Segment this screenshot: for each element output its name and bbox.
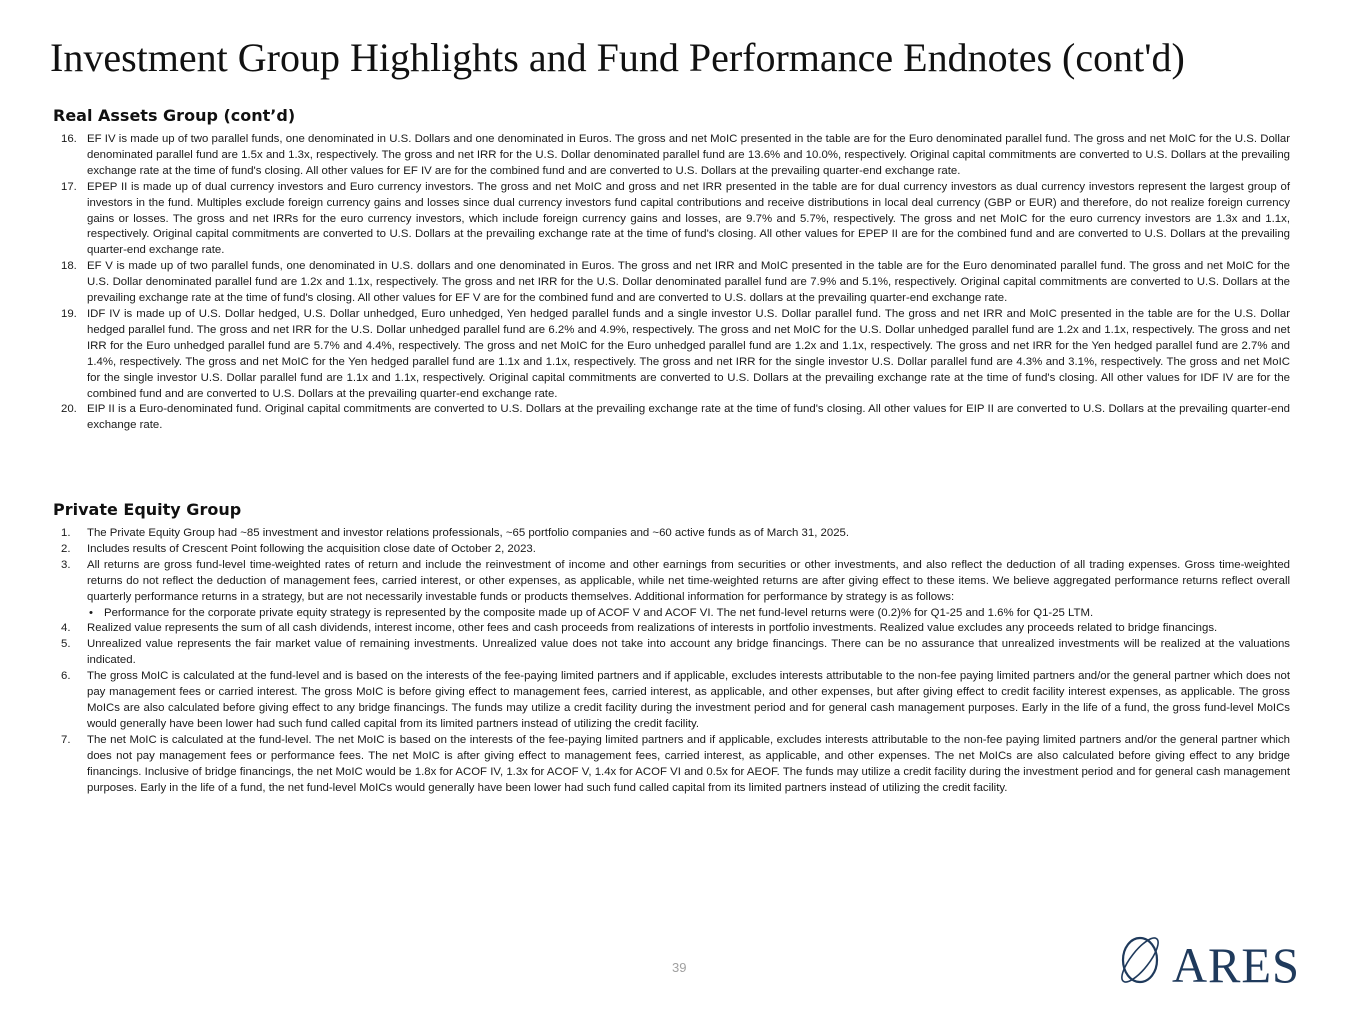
endnote-number: 18. [61, 260, 77, 273]
endnote-text: The net MoIC is calculated at the fund-level. The net MoIC is based on the interests of the fee-paying limited partners and if applicable, excludes interests attributable to the non-fee paying limited partners and/or the general partner which does not pay management fees or performance fees. The net MoIC is after giving effect to management fees, carried interest, as applicable, and other expenses. The net MoICs are also calculated before giving effect to any bridge financings. Inclusive of bridge financings, the net MoIC would be 1.8x for ACOF IV, 1.3x for ACOF V, 1.4x for ACOF VI and 0.5x for AEOF. The funds may utilize a credit facility during the investment period and for general cash management purposes. Early in the life of a fund, the net fund-level MoICs would generally have been lower had such fund called capital from its limited partners instead of utilizing the credit facility. [87, 733, 1290, 794]
endnote-text: The gross MoIC is calculated at the fund-level and is based on the interests of the fee-paying limited partners and if applicable, excludes interests attributable to the non-fee paying limited partners and/or the general partner which does not pay management fees or carried interest. The gross MoIC is before giving effect to management fees, carried interest, as applicable, and other expenses, but after giving effect to credit facility interest expenses, as applicable. The gross MoICs are also calculated before giving effect to any bridge financings. The funds may utilize a credit facility during the investment period and for general cash management purposes. Early in the life of a fund, the gross fund-level MoICs would generally have been lower had such fund called capital from its limited partners instead of utilizing the credit facility. [87, 670, 1290, 730]
endnote-item [53, 637, 1290, 669]
endnote-list [53, 132, 1290, 434]
endnote-text: Includes results of Crescent Point following the acquisition close date of October 2, 2023. [87, 542, 536, 555]
endnote-text: Unrealized value represents the fair market value of remaining investments. Unrealized value does not take into account any bridge financings. There can be no assurance that unrealized investments will be realized at the valuations indicated. [87, 638, 1290, 667]
endnote-number: 5. [61, 638, 71, 651]
endnote-bullet-text: Performance for the corporate private equity strategy is represented by the composite made up of ACOF V and ACOF VI. The net fund-level returns were (0.2)% for Q1-25 and 1.6% for Q1-25 LTM. [104, 606, 1094, 619]
endnote-item [53, 558, 1290, 622]
ares-logo [1118, 930, 1308, 990]
endnote-number: 6. [61, 670, 71, 683]
endnote-item [53, 402, 1290, 434]
section-private-equity-group [53, 499, 1290, 796]
endnote-text: IDF IV is made up of U.S. Dollar hedged, U.S. Dollar unhedged, Euro unhedged, Yen hedged parallel funds and a single investor U.S. Dollar parallel fund. The gross and net IRR and MoIC presented in the table are for the U.S. Dollar hedged parallel fund. The gross and net IRR for the U.S. Dollar unhedged parallel fund are 6.2% and 4.9%, respectively. The gross and net MoIC for the U.S. Dollar unhedged parallel fund are 1.2x and 1.1x, respectively. The gross and net IRR for the Euro unhedged parallel fund are 5.7% and 4.4%, respectively. The gross and net MoIC for the Euro unhedged parallel fund are 1.2x and 1.1x, respectively. The gross and net IRR for the Yen hedged parallel fund are 2.7% and 1.4%, respectively. The gross and net MoIC for the Yen hedged parallel fund are 1.1x and 1.1x, respectively. The gross and net IRR for the single investor U.S. Dollar parallel fund are 4.3% and 3.1%, respectively. The gross and net MoIC for the single investor U.S. Dollar parallel fund are 1.1x and 1.1x, respectively. Original capital commitments are converted to U.S. Dollars at the prevailing exchange rate at the time of fund's closing. All other values for IDF IV are for the combined fund and are converted to U.S. Dollars at the prevailing quarter-end exchange rate. [87, 307, 1290, 400]
page-number: 39 [672, 960, 687, 975]
endnote-number: 17. [61, 180, 77, 193]
ares-orbit-icon [1118, 933, 1164, 987]
section-heading: Real Assets Group (cont’d) [53, 106, 296, 125]
endnote-text: The Private Equity Group had ~85 investment and investor relations professionals, ~65 portfolio companies and ~60 active funds as of March 31, 2025. [87, 527, 850, 539]
endnote-item [53, 132, 1290, 180]
endnote-text: EF IV is made up of two parallel funds, one denominated in U.S. Dollars and one denominated in Euros. The gross and net MoIC presented in the table are for the Euro denominated parallel fund. The gross and net MoIC for the U.S. Dollar denominated parallel fund are 1.5x and 1.3x, respectively. The gross and net IRR for the U.S. Dollar denominated parallel fund are 13.6% and 10.0%, respectively. Original capital commitments are converted to U.S. Dollars at the prevailing exchange rate at the time of fund's closing. All other values for EF IV are for the combined fund and are converted to U.S. Dollars at the prevailing quarter-end exchange rate. [87, 133, 1290, 177]
endnote-number: 2. [61, 542, 71, 555]
bullet-icon: • [89, 606, 93, 619]
endnote-text: EIP II is a Euro-denominated fund. Original capital commitments are converted to U.S. Dollars at the prevailing exchange rate at the time of fund's closing. All other values for EIP II are converted to U.S. Dollars at the prevailing quarter-end exchange rate. [87, 403, 1290, 432]
endnote-number: 16. [61, 133, 77, 145]
endnote-number: 19. [61, 307, 77, 320]
endnote-item [53, 180, 1290, 260]
endnote-number: 7. [61, 733, 71, 746]
endnote-text: All returns are gross fund-level time-weighted rates of return and include the reinvestment of income and other earnings from securities or other investments, and also reflect the deduction of all trading expenses. Gross time-weighted returns do not reflect the deduction of management fees, carried interest, or other expenses, as applicable, while net time-weighted returns are after giving effect to these items. We believe aggregated performance returns reflect overall quarterly performance returns in a strategy, but are not necessarily investable funds or products themselves. Additional information for performance by strategy is as follows: [87, 558, 1290, 603]
endnote-number: 4. [61, 622, 71, 635]
endnote-item [53, 307, 1290, 402]
endnote-item [53, 733, 1290, 797]
endnote-number: 3. [61, 558, 71, 571]
endnote-text: EPEP II is made up of dual currency investors and Euro currency investors. The gross and net MoIC and gross and net IRR presented in the table are for dual currency investors as dual currency investors represent the largest group of investors in the fund. Multiples exclude foreign currency gains and losses since dual currency investors fund capital contributions and receive distributions in local deal currency (GBP or EUR) and therefore, do not realize foreign currency gains or losses. The gross and net IRRs for the euro currency investors, which include foreign currency gains and losses, are 9.7% and 5.7%, respectively. The gross and net MoIC for the euro currency investors are 1.3x and 1.1x, respectively. Original capital commitments are converted to U.S. Dollars at the prevailing exchange rate at the time of fund's closing. All other values for EPEP II are for the combined fund and are converted to U.S. Dollars at the prevailing quarter-end exchange rate. [87, 180, 1290, 257]
endnote-bullet [87, 606, 1290, 622]
section-real-assets-group [53, 105, 1290, 434]
endnote-text: EF V is made up of two parallel funds, one denominated in U.S. dollars and one denominated in Euros. The gross and net IRR and MoIC presented in the table are for the Euro denominated parallel fund. The gross and net MoIC for the U.S. Dollar denominated parallel fund are 1.2x and 1.1x, respectively. The gross and net IRR for the U.S. Dollar denominated parallel fund are 7.9% and 5.1%, respectively. Original capital commitments are converted to U.S. Dollars at the prevailing exchange rate at the time of fund's closing. All other values for EF V are for the combined fund and are converted to U.S. dollars at the prevailing quarter-end exchange rate. [87, 260, 1290, 305]
endnote-item [53, 542, 1290, 558]
page-title: Investment Group Highlights and Fund Performance Endnotes (cont'd) [50, 35, 1185, 80]
endnote-item [53, 526, 1290, 542]
endnote-list [53, 526, 1290, 796]
endnote-number: 20. [61, 403, 77, 416]
endnote-bullet-list [87, 606, 1290, 622]
ares-wordmark: ARES [1172, 937, 1300, 990]
endnote-item [53, 259, 1290, 307]
endnote-item [53, 669, 1290, 733]
endnote-text: Realized value represents the sum of all cash dividends, interest income, other fees and cash proceeds from realizations of interests in portfolio investments. Realized value excludes any proceeds related to bridge financings. [87, 622, 1218, 635]
section-heading: Private Equity Group [53, 500, 242, 519]
endnote-item [53, 621, 1290, 637]
endnote-number: 1. [61, 527, 71, 539]
